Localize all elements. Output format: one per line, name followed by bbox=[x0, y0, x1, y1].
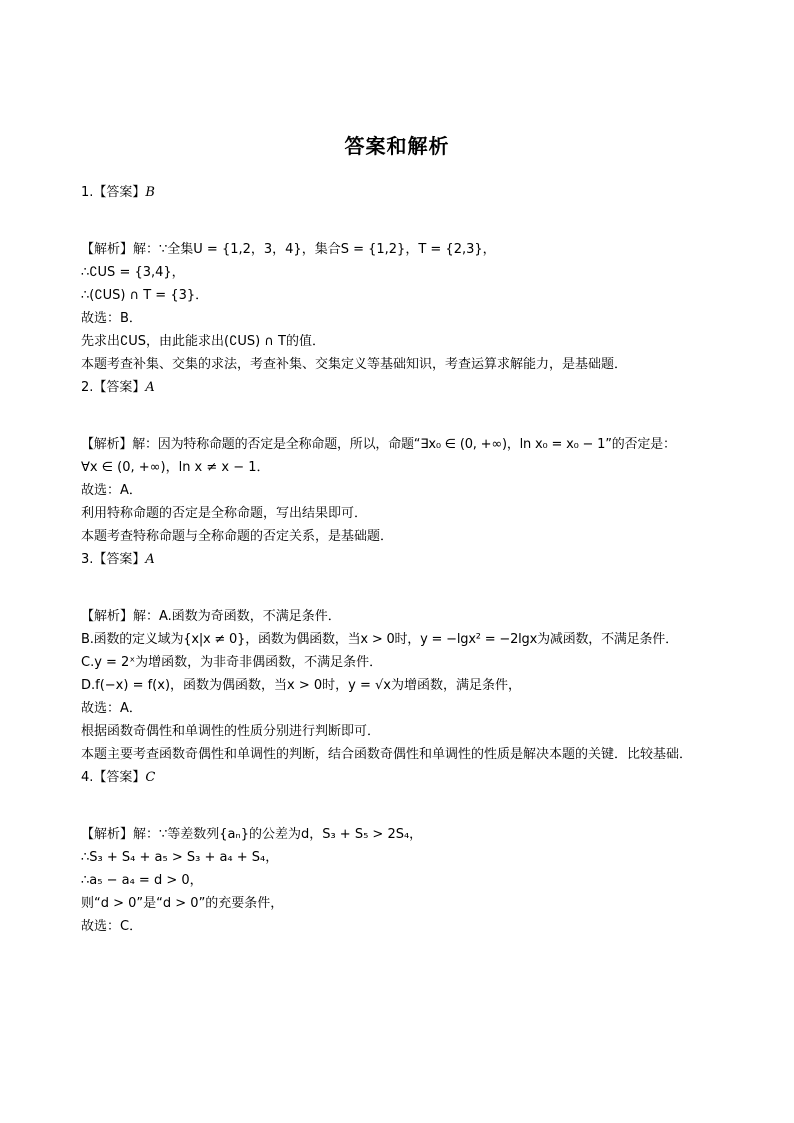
spacer bbox=[81, 204, 721, 238]
analysis-line: 本题主要考查函数奇偶性和单调性的判断，结合函数奇偶性和单调性的性质是解决本题的关键．比较基础． bbox=[81, 747, 693, 762]
spacer bbox=[81, 399, 721, 433]
answer-line-q1 bbox=[81, 181, 721, 204]
analysis-line: D.f(−x) = f(x)，函数为偶函数，当x > 0时，y = √x为增函数，满足条件， bbox=[81, 678, 521, 693]
analysis-line: ∴S₃ + S₄ + a₅ > S₃ + a₄ + S₄， bbox=[81, 850, 279, 865]
analysis-line: 则“d > 0”是“d > 0”的充要条件， bbox=[81, 896, 284, 911]
question-number: 2. bbox=[81, 380, 94, 395]
answer-value: A bbox=[145, 380, 155, 395]
analysis-line: B.函数的定义域为{x|x ≠ 0}，函数为偶函数，当x > 0时，y = −lgx² = −2lgx为减函数，不满足条件． bbox=[81, 632, 678, 647]
page-title: 答案和解析 bbox=[344, 134, 450, 158]
answer-line-q2 bbox=[81, 376, 721, 399]
answer-label: 【答案】 bbox=[93, 770, 146, 785]
analysis-line: 故选：C． bbox=[81, 919, 143, 934]
analysis-line: 本题考查补集、交集的求法，考查补集、交集定义等基础知识，考查运算求解能力，是基础题． bbox=[81, 357, 628, 372]
analysis-line: 故选：A． bbox=[81, 701, 142, 716]
answer-label: 【答案】 bbox=[93, 552, 146, 567]
question-number: 1. bbox=[81, 185, 94, 200]
analysis-line: C.y = 2ˣ为增函数，为非奇非偶函数，不满足条件． bbox=[81, 655, 383, 670]
analysis-line: 【解析】解：∵等差数列{aₙ}的公差为d，S₃ + S₅ > 2S₄， bbox=[81, 827, 423, 842]
analysis-line: 利用特称命题的否定是全称命题，写出结果即可． bbox=[81, 506, 368, 521]
analysis-line: 【解析】解：∵全集U = {1,2，3，4}，集合S = {1,2}，T = {2,3}， bbox=[81, 242, 496, 257]
analysis-line: 故选：A． bbox=[81, 483, 142, 498]
spacer bbox=[81, 571, 721, 605]
answer-line-q4 bbox=[81, 766, 721, 789]
analysis-line: ∴a₅ − a₄ = d > 0， bbox=[81, 873, 203, 888]
question-number: 3. bbox=[81, 552, 94, 567]
answer-value: A bbox=[145, 552, 155, 567]
analysis-line: 根据函数奇偶性和单调性的性质分别进行判断即可． bbox=[81, 724, 381, 739]
question-number: 4. bbox=[81, 770, 94, 785]
analysis-line: 【解析】解：因为特称命题的否定是全称命题，所以，命题“∃x₀ ∈ (0, +∞)，ln x₀ = x₀ − 1”的否定是： bbox=[81, 437, 676, 452]
answer-value: B bbox=[145, 185, 155, 200]
analysis-line: 先求出∁US，由此能求出(∁US) ∩ T的值． bbox=[81, 334, 325, 349]
answer-line-q3 bbox=[81, 548, 721, 571]
analysis-line: ∀x ∈ (0, +∞)，ln x ≠ x − 1． bbox=[81, 460, 270, 475]
analysis-line: ∴(∁US) ∩ T = {3}． bbox=[81, 288, 209, 303]
analysis-line: ∴∁US = {3,4}， bbox=[81, 265, 185, 280]
spacer bbox=[81, 789, 721, 823]
answer-label: 【答案】 bbox=[93, 185, 146, 200]
answer-content bbox=[81, 181, 721, 938]
answer-label: 【答案】 bbox=[93, 380, 146, 395]
analysis-line: 故选：B． bbox=[81, 311, 142, 326]
answer-value: C bbox=[145, 770, 156, 785]
analysis-line: 【解析】解：A.函数为奇函数，不满足条件． bbox=[81, 609, 341, 624]
analysis-line: 本题考查特称命题与全称命题的否定关系，是基础题． bbox=[81, 529, 394, 544]
